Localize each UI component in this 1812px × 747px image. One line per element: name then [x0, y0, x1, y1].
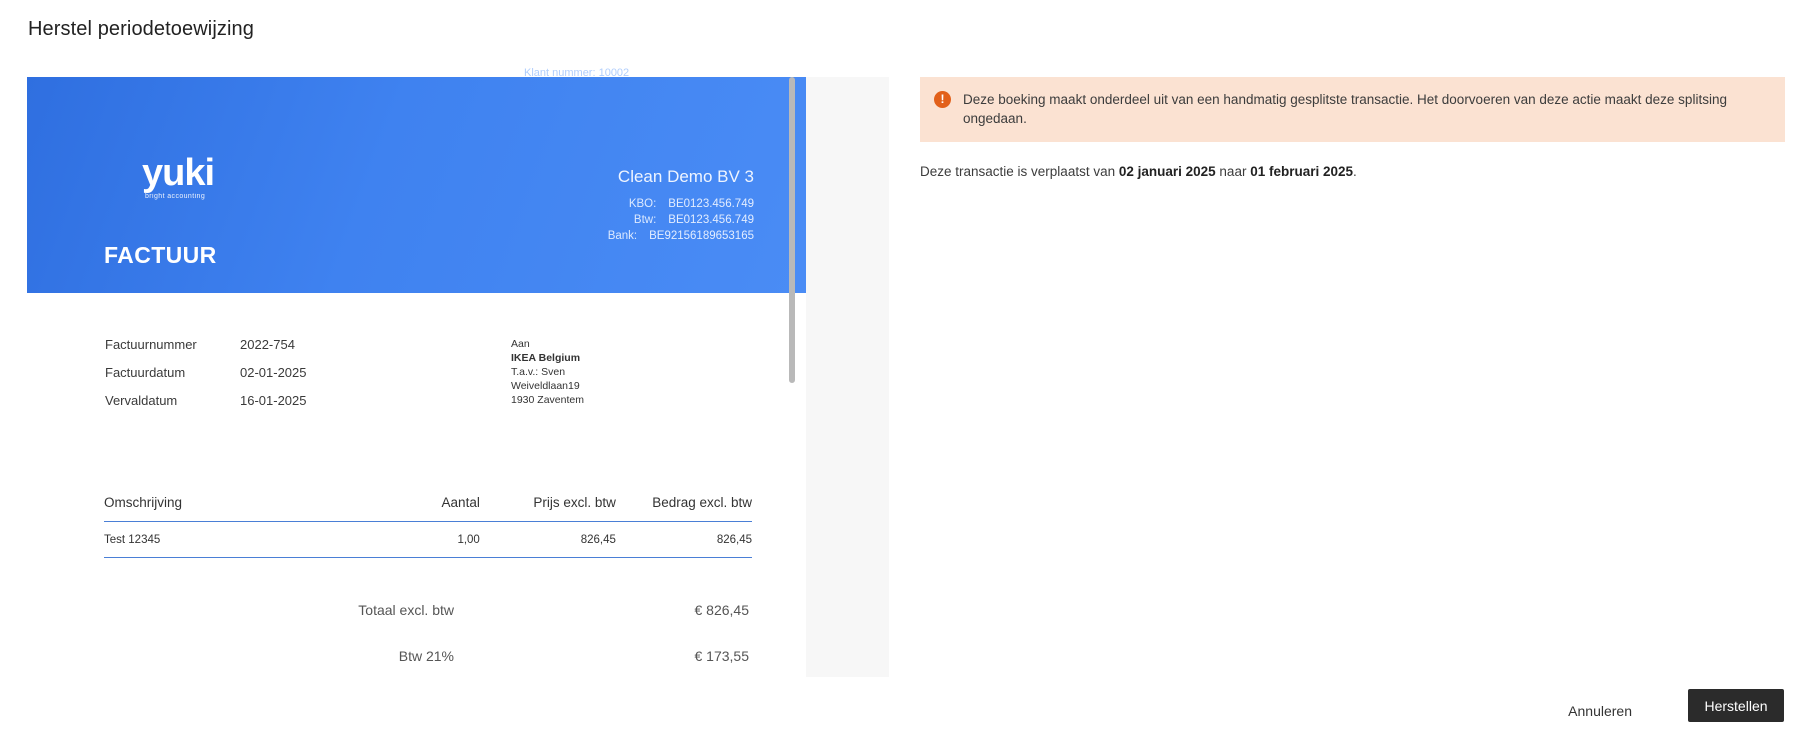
total-row-vat — [104, 648, 752, 664]
meta-row-invoice-number — [105, 337, 307, 352]
invoice-totals — [104, 602, 752, 664]
meta-row-invoice-date — [105, 365, 307, 380]
logo-wordmark: yuki — [142, 152, 215, 194]
company-bank-value: BE92156189653165 — [649, 230, 754, 242]
split-transaction-warning — [920, 77, 1785, 142]
yuki-logo — [142, 152, 215, 200]
meta-label: Factuurnummer — [105, 337, 197, 352]
dialog-body — [0, 58, 1812, 678]
total-row-excl-vat — [104, 602, 752, 618]
company-btw-value: BE0123.456.749 — [668, 214, 754, 226]
recipient-city: 1930 Zaventem — [511, 394, 584, 406]
company-bank-label: Bank: — [607, 230, 638, 242]
meta-value: 16-01-2025 — [240, 393, 307, 408]
warning-text: Deze boeking maakt onderdeel uit van een handmatig gesplitste transactie. Het doorvoeren van deze actie maakt deze splitsing ongedaan. — [963, 92, 1727, 126]
column-header-unit-price: Prijs excl. btw — [480, 495, 616, 522]
company-bank-row — [601, 230, 754, 242]
meta-row-due-date — [105, 393, 307, 408]
cell-amount: 826,45 — [616, 522, 752, 558]
meta-value: 2022-754 — [240, 337, 295, 352]
total-label: Totaal excl. btw — [358, 602, 454, 618]
company-kbo-row — [601, 198, 754, 210]
invoice-meta-list — [105, 337, 307, 421]
company-btw-row — [601, 214, 754, 226]
cell-description: Test 12345 — [104, 522, 376, 558]
dialog-footer — [0, 677, 1812, 747]
company-kbo-value: BE0123.456.749 — [668, 198, 754, 210]
cell-quantity: 1,00 — [376, 522, 480, 558]
invoice-meta-area — [27, 293, 806, 433]
recipient-name: IKEA Belgium — [511, 352, 581, 364]
company-kbo-label: KBO: — [628, 198, 657, 210]
company-name: Clean Demo BV 3 — [617, 167, 754, 186]
moved-prefix: Deze transactie is verplaatst van — [920, 164, 1119, 179]
cancel-button[interactable]: Annuleren — [1558, 695, 1642, 727]
total-amount: € 826,45 — [694, 602, 749, 618]
invoice-preview-pane[interactable] — [27, 67, 889, 731]
info-pane — [920, 77, 1785, 179]
total-amount: € 173,55 — [694, 648, 749, 664]
moved-middle: naar — [1215, 164, 1251, 179]
logo-tagline: bright accounting — [145, 193, 206, 200]
total-label: Btw 21% — [398, 648, 454, 664]
preview-scrollbar-thumb[interactable] — [789, 77, 795, 383]
meta-label: Factuurdatum — [105, 365, 186, 380]
invoice-document — [27, 67, 806, 694]
moved-from-date: 02 januari 2025 — [1118, 164, 1216, 179]
warning-icon: ! — [934, 91, 951, 108]
company-details — [601, 167, 754, 246]
recipient-attn: T.a.v.: Sven — [511, 366, 566, 378]
meta-value: 02-01-2025 — [240, 365, 307, 380]
cell-unit-price: 826,45 — [480, 522, 616, 558]
table-header-row — [104, 495, 752, 522]
invoice-line-items — [104, 495, 752, 558]
column-header-description: Omschrijving — [104, 495, 376, 522]
column-header-amount: Bedrag excl. btw — [616, 495, 752, 522]
moved-to-date: 01 februari 2025 — [1250, 164, 1354, 179]
meta-label: Vervaldatum — [105, 393, 178, 408]
table-row — [104, 522, 752, 558]
restore-button[interactable]: Herstellen — [1688, 689, 1784, 722]
recipient-street: Weiveldlaan19 — [511, 380, 580, 392]
line-items-table — [104, 495, 752, 558]
invoice-header — [27, 67, 806, 293]
recipient-heading: Aan — [511, 338, 530, 350]
document-type-label: FACTUUR — [104, 242, 217, 268]
column-header-quantity: Aantal — [376, 495, 480, 522]
recipient-block — [511, 337, 584, 407]
moved-suffix: . — [1353, 164, 1357, 179]
company-btw-label: Btw: — [633, 214, 657, 226]
transaction-moved-note — [920, 164, 1785, 179]
invoice-top-stub: Klant nummer: 10002 — [524, 67, 630, 79]
page-title: Herstel periodetoewijzing — [28, 18, 254, 40]
